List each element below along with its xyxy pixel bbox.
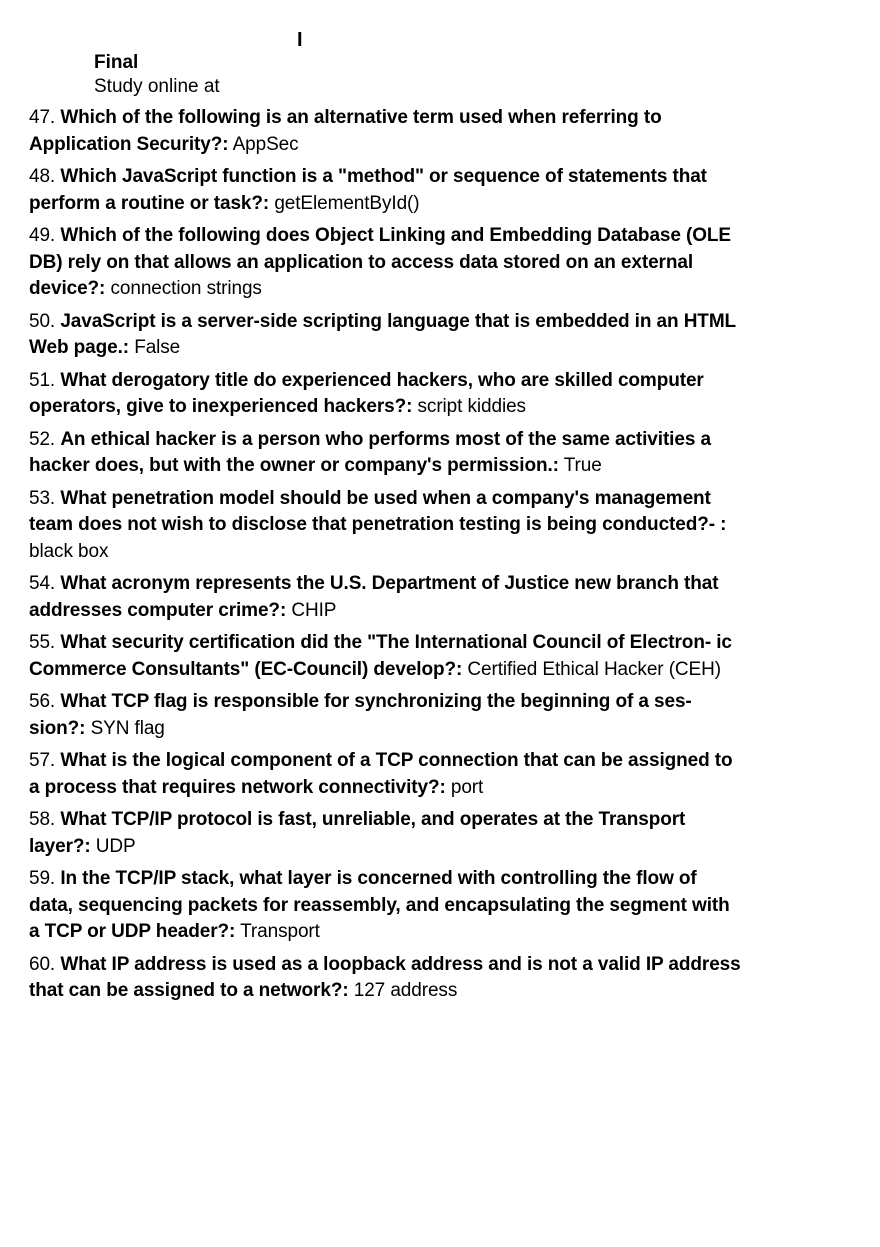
question-text: Which of the following is an alternative term used when referring to Application Security?: <box>29 107 662 155</box>
question-text: Which JavaScript function is a "method" or sequence of statements that perform a routine or task?: <box>29 166 707 214</box>
item-number: 55. <box>29 632 56 653</box>
question-text: What TCP/IP protocol is fast, unreliable, and operates at the Transport layer?: <box>29 809 686 857</box>
answer-text: CHIP <box>291 599 337 621</box>
question-text: What IP address is used as a loopback address and is not a valid IP address that can be assigned to a network?: <box>29 953 741 1001</box>
page-marker: I <box>297 29 303 51</box>
qa-item-55 <box>29 630 741 683</box>
answer-text: AppSec <box>232 133 299 155</box>
item-number: 50. <box>29 310 56 332</box>
answer-text: getElementById() <box>274 192 420 214</box>
qa-item-54 <box>29 571 741 624</box>
answer-text: Transport <box>240 921 320 942</box>
answer-text: black box <box>29 540 109 562</box>
qa-item-59 <box>29 866 741 946</box>
qa-item-52 <box>29 427 741 480</box>
answer-text: SYN flag <box>90 717 165 739</box>
qa-item-48 <box>29 164 741 217</box>
question-text: What derogatory title do experienced hackers, who are skilled computer operators, give to inexperienced hackers?: <box>29 369 704 417</box>
qa-item-57 <box>29 748 741 801</box>
question-text: Which of the following does Object Linking and Embedding Database (OLE DB) rely on that allows an application to access data stored on an external device?: <box>29 225 732 299</box>
question-text: What is the logical component of a TCP connection that can be assigned to a process that requires network connectivity?: <box>29 750 733 798</box>
question-text: JavaScript is a server-side scripting language that is embedded in an HTML Web page.: <box>29 310 736 358</box>
qa-item-60 <box>29 952 741 1005</box>
question-text: What security certification did the "The International Council of Electron- ic Commerce Consultants" (EC-Council) develop?: <box>29 632 732 680</box>
item-number: 53. <box>29 487 56 509</box>
item-number: 58. <box>29 809 56 830</box>
answer-text: UDP <box>95 835 136 857</box>
item-number: 49. <box>29 225 56 246</box>
item-number: 47. <box>29 107 56 128</box>
question-text: What acronym represents the U.S. Department of Justice new branch that addresses computer crime?: <box>29 573 719 621</box>
item-number: 51. <box>29 369 56 391</box>
question-text: In the TCP/IP stack, what layer is concerned with controlling the flow of data, sequencing packets for reassembly, and encapsulating the segment with a TCP or UDP header?: <box>29 868 730 942</box>
qa-item-50 <box>29 309 741 362</box>
answer-text: connection strings <box>110 278 262 299</box>
qa-item-47 <box>29 105 741 158</box>
item-number: 54. <box>29 573 56 594</box>
document-title: Final <box>94 52 139 73</box>
qa-item-49 <box>29 223 741 303</box>
question-answer-list <box>29 105 741 1011</box>
answer-text: True <box>563 455 602 476</box>
qa-item-56 <box>29 689 741 742</box>
item-number: 48. <box>29 166 56 187</box>
answer-text: script kiddies <box>417 396 526 417</box>
item-number: 59. <box>29 868 56 889</box>
question-text: An ethical hacker is a person who performs most of the same activities a hacker does, but with the owner or company's permission.: <box>29 428 711 476</box>
document-header <box>94 51 220 99</box>
question-text: What TCP flag is responsible for synchronizing the beginning of a ses- sion?: <box>29 691 692 739</box>
answer-text: port <box>450 776 484 798</box>
document-subtitle: Study online at <box>94 76 220 97</box>
item-number: 57. <box>29 750 56 771</box>
question-text: What penetration model should be used when a company's management team does not wish to disclose that penetration testing is being conducted?- : <box>29 487 727 535</box>
item-number: 52. <box>29 428 56 450</box>
answer-text: False <box>134 337 181 358</box>
item-number: 60. <box>29 953 56 975</box>
answer-text: 127 address <box>353 980 458 1001</box>
item-number: 56. <box>29 691 56 712</box>
qa-item-58 <box>29 807 741 860</box>
qa-item-53 <box>29 486 741 566</box>
qa-item-51 <box>29 368 741 421</box>
answer-text: Certified Ethical Hacker (CEH) <box>467 658 721 680</box>
